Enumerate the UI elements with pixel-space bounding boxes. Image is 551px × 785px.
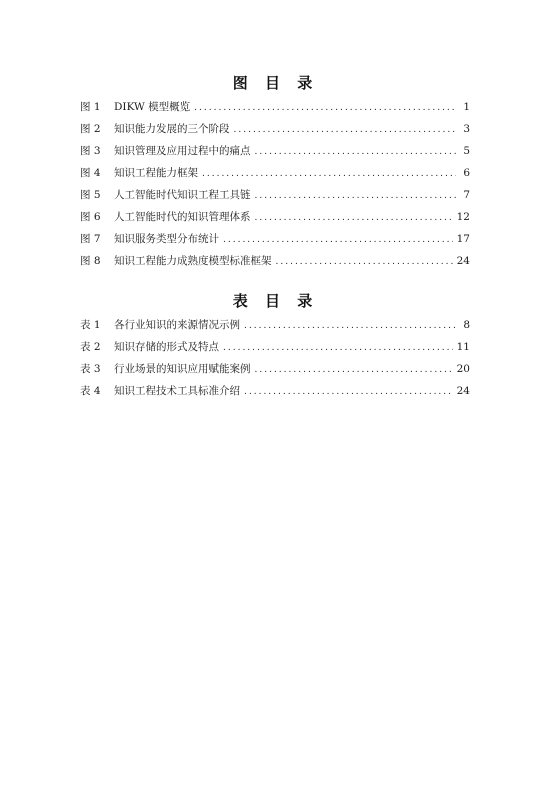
toc-entry[interactable] bbox=[80, 380, 470, 402]
toc-leader-dots bbox=[244, 381, 453, 403]
toc-entry[interactable] bbox=[80, 250, 470, 272]
toc-entry-number: 图 6 bbox=[80, 211, 101, 223]
toc-entry[interactable] bbox=[80, 314, 470, 336]
toc-entry-title: 知识能力发展的三个阶段 bbox=[114, 123, 230, 135]
toc-entry-page: 12 bbox=[456, 211, 470, 223]
toc-leader-dots bbox=[223, 337, 453, 359]
toc-entry-number: 表 2 bbox=[80, 341, 101, 353]
toc-leader-dots bbox=[255, 207, 453, 229]
figures-toc-title: 图 目 录 bbox=[232, 74, 319, 92]
toc-entry-title: 知识管理及应用过程中的痛点 bbox=[114, 145, 251, 157]
toc-entry-number: 图 1 bbox=[80, 101, 101, 113]
toc-leader-dots bbox=[255, 185, 457, 207]
toc-entry-number: 图 3 bbox=[80, 145, 101, 157]
toc-entry-page: 17 bbox=[456, 233, 470, 245]
toc-entry-title: 知识工程能力成熟度模型标准框架 bbox=[114, 255, 272, 267]
toc-entry-page: 6 bbox=[463, 167, 470, 179]
toc-entry[interactable] bbox=[80, 96, 470, 118]
toc-entry-title: 知识工程技术工具标准介绍 bbox=[114, 385, 240, 397]
toc-leader-dots bbox=[194, 97, 456, 119]
toc-leader-dots bbox=[234, 119, 457, 141]
toc-leader-dots bbox=[202, 163, 456, 185]
toc-leader-dots bbox=[244, 315, 456, 337]
toc-entry-number: 图 8 bbox=[80, 255, 101, 267]
toc-entry-title: 各行业知识的来源情况示例 bbox=[114, 319, 240, 331]
toc-leader-dots bbox=[255, 141, 457, 163]
toc-entry-number: 图 7 bbox=[80, 233, 101, 245]
toc-entry[interactable] bbox=[80, 206, 470, 228]
toc-entry-number: 表 4 bbox=[80, 385, 101, 397]
toc-entry[interactable] bbox=[80, 118, 470, 140]
toc-entry-number: 表 1 bbox=[80, 319, 101, 331]
toc-entry-title: 知识服务类型分布统计 bbox=[114, 233, 219, 245]
toc-entry-number: 图 2 bbox=[80, 123, 101, 135]
toc-entry-title: DIKW 模型概览 bbox=[114, 101, 191, 113]
toc-entry[interactable] bbox=[80, 228, 470, 250]
toc-entry-page: 11 bbox=[456, 341, 470, 353]
toc-leader-dots bbox=[255, 359, 453, 381]
tables-toc-title: 表 目 录 bbox=[232, 292, 319, 310]
toc-entry[interactable] bbox=[80, 358, 470, 380]
toc-entry-number: 图 4 bbox=[80, 167, 101, 179]
toc-entry-page: 24 bbox=[456, 255, 470, 267]
toc-entry-page: 7 bbox=[463, 189, 470, 201]
toc-entry-page: 8 bbox=[463, 319, 470, 331]
toc-entry-title: 知识存储的形式及特点 bbox=[114, 341, 219, 353]
toc-entry-page: 5 bbox=[463, 145, 470, 157]
toc-entry[interactable] bbox=[80, 162, 470, 184]
tables-toc-list bbox=[80, 314, 470, 402]
toc-entry-page: 1 bbox=[463, 101, 470, 113]
toc-entry[interactable] bbox=[80, 184, 470, 206]
toc-entry-page: 20 bbox=[456, 363, 470, 375]
toc-entry-page: 3 bbox=[463, 123, 470, 135]
toc-entry-title: 知识工程能力框架 bbox=[114, 167, 198, 179]
toc-leader-dots bbox=[223, 229, 453, 251]
figures-toc-list bbox=[80, 96, 470, 272]
toc-entry-number: 图 5 bbox=[80, 189, 101, 201]
toc-entry-title: 行业场景的知识应用赋能案例 bbox=[114, 363, 251, 375]
toc-entry[interactable] bbox=[80, 140, 470, 162]
toc-leader-dots bbox=[276, 251, 453, 273]
toc-entry[interactable] bbox=[80, 336, 470, 358]
toc-entry-title: 人工智能时代的知识管理体系 bbox=[114, 211, 251, 223]
toc-entry-title: 人工智能时代知识工程工具链 bbox=[114, 189, 251, 201]
toc-entry-number: 表 3 bbox=[80, 363, 101, 375]
toc-entry-page: 24 bbox=[456, 385, 470, 397]
